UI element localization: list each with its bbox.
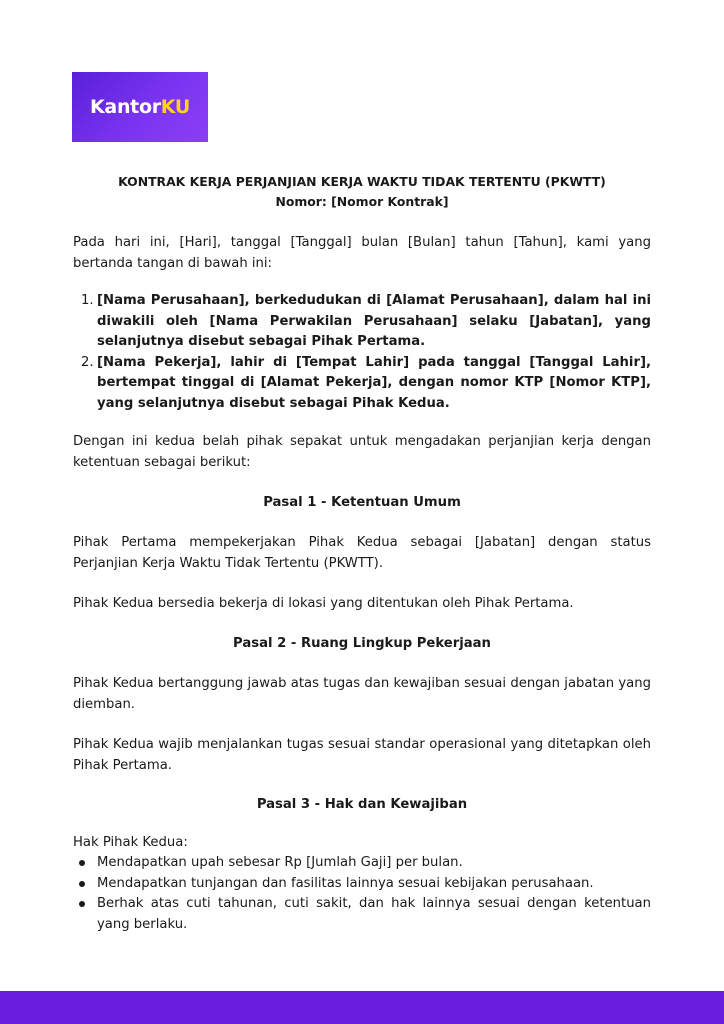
rights-list	[73, 853, 651, 935]
contract-number: Nomor: [Nomor Kontrak]	[275, 194, 449, 209]
list-number: 2.	[81, 354, 94, 370]
logo-wordmark	[90, 95, 190, 118]
footer-bar	[0, 991, 724, 1024]
bullet-icon	[79, 860, 85, 866]
list-number: 1.	[81, 293, 94, 308]
party-second	[73, 353, 651, 415]
party-first	[73, 291, 651, 353]
logo-text-kantor: Kantor	[90, 95, 161, 118]
rights-heading: Hak Pihak Kedua:	[73, 835, 188, 850]
bullet-icon	[79, 881, 85, 887]
pasal-3-title: Pasal 3 - Hak dan Kewajiban	[256, 797, 468, 812]
list-item	[73, 894, 651, 935]
pasal-1-paragraph-1: Pihak Pertama mempekerjakan Pihak Kedua sebagai [Jabatan] dengan status Perjanjian Kerja Waktu Tidak Tertentu (PKWTT).	[73, 535, 651, 571]
intro-paragraph: Pada hari ini, [Hari], tanggal [Tanggal] bulan [Bulan] tahun [Tahun], kami yang bertanda tangan di bawah ini:	[73, 235, 651, 271]
parties-list	[73, 291, 651, 414]
pasal-2-title: Pasal 2 - Ruang Lingkup Pekerjaan	[233, 636, 491, 651]
pasal-1-title: Pasal 1 - Ketentuan Umum	[263, 495, 461, 510]
document-title: KONTRAK KERJA PERJANJIAN KERJA WAKTU TIDAK TERTENTU (PKWTT)	[118, 174, 606, 189]
party-first-text: [Nama Perusahaan], berkedudukan di [Alamat Perusahaan], dalam hal ini diwakili oleh [Nama Perwakilan Perusahaan] selaku [Jabatan], yang selanjutnya disebut sebagai Pihak Pertama.	[97, 293, 651, 349]
bullet-icon	[79, 901, 85, 907]
party-second-text: [Nama Pekerja], lahir di [Tempat Lahir] pada tanggal [Tanggal Lahir], bertempat tinggal di [Alamat Pekerja], dengan nomor KTP [Nomor KTP], yang selanjutnya disebut sebagai Pihak Kedua.	[97, 354, 651, 411]
right-text: Berhak atas cuti tahunan, cuti sakit, dan hak lainnya sesuai dengan ketentuan yang berlaku.	[97, 896, 651, 932]
right-text: Mendapatkan upah sebesar Rp [Jumlah Gaji] per bulan.	[97, 855, 463, 870]
pasal-2-paragraph-2: Pihak Kedua wajib menjalankan tugas sesuai standar operasional yang ditetapkan oleh Pihak Pertama.	[73, 737, 651, 773]
logo-text-ku: KU	[160, 95, 190, 118]
kantorku-logo	[72, 72, 208, 142]
agreement-paragraph: Dengan ini kedua belah pihak sepakat untuk mengadakan perjanjian kerja dengan ketentuan sebagai berikut:	[73, 434, 651, 470]
pasal-1-paragraph-2: Pihak Kedua bersedia bekerja di lokasi yang ditentukan oleh Pihak Pertama.	[73, 596, 574, 611]
list-item	[73, 853, 651, 874]
list-item	[73, 874, 651, 895]
pasal-2-paragraph-1: Pihak Kedua bertanggung jawab atas tugas dan kewajiban sesuai dengan jabatan yang diemban.	[73, 676, 651, 712]
right-text: Mendapatkan tunjangan dan fasilitas lainnya sesuai kebijakan perusahaan.	[97, 875, 594, 891]
